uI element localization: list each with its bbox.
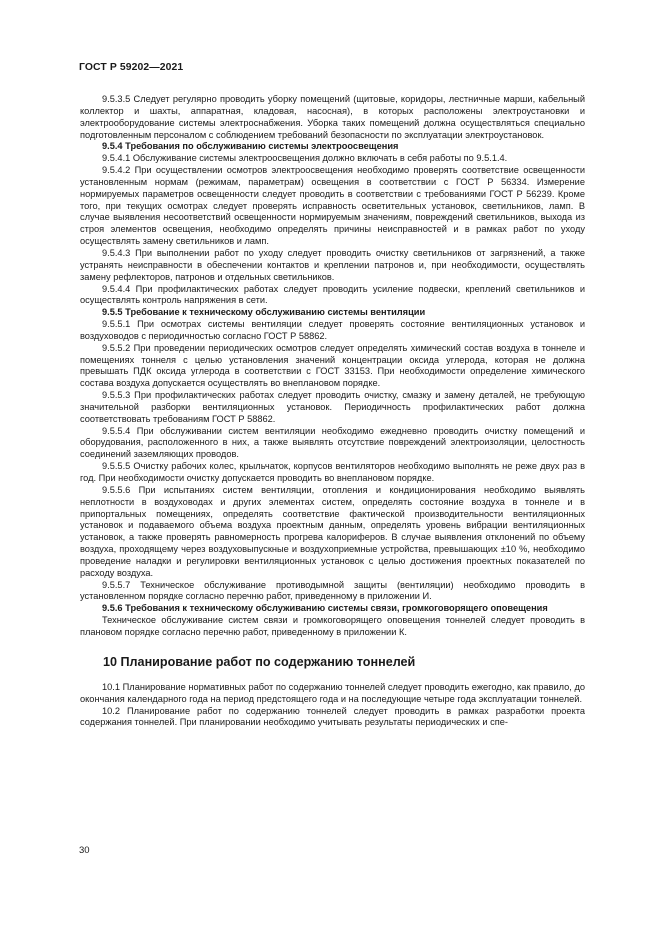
paragraph-9-5-5-7: 9.5.5.7 Техническое обслуживание противодымной защиты (вентиляции) необходимо проводить в установленном порядке согласно перечню работ, приведенному в приложении И.: [80, 579, 585, 602]
paragraph-9-5-4-2: 9.5.4.2 При осуществлении осмотров электроосвещения необходимо проверять соответствие освещенности установленным нормам (режимам, параметрам) освещения в соответствии с ГОСТ Р 56334. Измерение нормируемых параметров освещенности следует проводить в соответствии с требованиями ГОСТ Р 56239. Кроме того, при текущих осмотрах следует проверять исправность осветительных установок, светильников, ламп. В случае выявления несоответствий освещенности нормируемым значениям, повреждений светильников, выхода из строя элементов освещения, необходимо определять причины неисправностей и в рамках работ по уходу осуществлять замену светильников и ламп.: [80, 165, 585, 247]
section-10-title: 10 Планирование работ по содержанию тоннелей: [103, 654, 416, 669]
page-number: 30: [79, 845, 90, 856]
heading-9-5-4: 9.5.4 Требования по обслуживанию системы электроосвещения: [102, 141, 399, 152]
paragraph-10-2: 10.2 Планирование работ по содержанию тоннелей следует проводить в рамках разработки проекта содержания тоннелей. При планировании необходимо учитывать результаты периодических и спе-: [80, 705, 585, 728]
paragraph-9-5-5-6: 9.5.5.6 При испытаниях систем вентиляции, отопления и кондиционирования необходимо выявлять неплотности в воздуховодах и других элементах систем, определять состояние воздуха в тоннеле и в припортальных помещениях, определять соответствие фактической производительности вентиляционных установок и подаваемого объема воздуха проектным данным, определять уровень вибрации вентиляционных установок, а также проверять равномерность прогрева калориферов. В случае выявления отклонений по объему воздуха, проходящему через воздуховыпускные и воздухоприемные устройства, превышающих ±10 %, необходимо проведение наладки и регулировки вентиляционных установок с целью достижения проектных показателей по расходу воздуха.: [80, 484, 585, 578]
heading-9-5-6: 9.5.6 Требования к техническому обслуживанию системы связи, громкоговорящего оповещения: [102, 603, 548, 614]
paragraph-9-5-5-5: 9.5.5.5 Очистку рабочих колес, крыльчаток, корпусов вентиляторов необходимо выполнять не реже двух раз в год. При необходимости очистку допускается проводить во внеплановом порядке.: [80, 461, 585, 483]
document-body: [80, 94, 585, 729]
document-header: ГОСТ Р 59202—2021: [79, 62, 184, 73]
paragraph-9-5-4-4: 9.5.4.4 При профилактических работах следует проводить усиление подвески, креплений светильников и осуществлять контроль напряжения в сети.: [80, 283, 585, 306]
paragraph-9-5-5-3: 9.5.5.3 При профилактических работах следует проводить очистку, смазку и замену деталей, не требующую значительной разборки вентиляционных установок. Периодичность профилактических работ должна соответствовать требованиям ГОСТ Р 58862.: [80, 390, 585, 424]
paragraph-9-5-3-5: 9.5.3.5 Следует регулярно проводить уборку помещений (щитовые, коридоры, лестничные марши, кабельный коллектор и шахты, аппаратная, кладовая, насосная), в которых расположены электроустановки и электрооборудование системы электроснабжения. Уборка таких помещений должна осуществляться специально подготовленным персоналом с соблюдением требований безопасности по эксплуатации электроустановок.: [80, 94, 585, 140]
paragraph-10-1: 10.1 Планирование нормативных работ по содержанию тоннелей следует проводить ежегодно, как правило, до окончания календарного года на период предстоящего года и на последующие четыре года эксплуатации тоннелей.: [80, 681, 585, 704]
paragraph-9-5-5-4: 9.5.5.4 При обслуживании систем вентиляции необходимо ежедневно проводить очистку помещений и оборудования, расположенного в них, а также выявлять отсутствие повреждений электроизоляции, целостность соединений заземляющих проводов.: [80, 425, 585, 460]
heading-9-5-5: 9.5.5 Требование к техническому обслуживанию системы вентиляции: [102, 307, 426, 318]
paragraph-9-5-4-3: 9.5.4.3 При выполнении работ по уходу следует проводить очистку светильников от загрязнений, а также устранять неисправности в обеспечении контактов и креплении патронов и, при необходимости, осуществлять замену рефлекторов, патронов и отдельных светильников.: [80, 247, 585, 282]
paragraph-9-5-5-1: 9.5.5.1 При осмотрах системы вентиляции следует проверять состояние вентиляционных установок и воздуховодов с периодичностью согласно ГОСТ Р 58862.: [80, 319, 585, 341]
paragraph-9-5-6-body: Техническое обслуживание систем связи и громкоговорящего оповещения тоннелей следует проводить в плановом порядке согласно перечню работ, приведенному в приложении К.: [80, 615, 585, 637]
paragraph-9-5-4-1: 9.5.4.1 Обслуживание системы электроосвещения должно включать в себя работы по 9.5.1.4.: [102, 153, 508, 164]
paragraph-9-5-5-2: 9.5.5.2 При проведении периодических осмотров следует определять химический состав воздуха в тоннеле и помещениях тоннеля с целью установления значений концентрации оксида углерода, которая не должна превышать ПДК оксида углерода в соответствии с ГОСТ 33153. При необходимости определение химического состава воздуха допускается осуществлять во внеплановом порядке.: [80, 342, 585, 389]
